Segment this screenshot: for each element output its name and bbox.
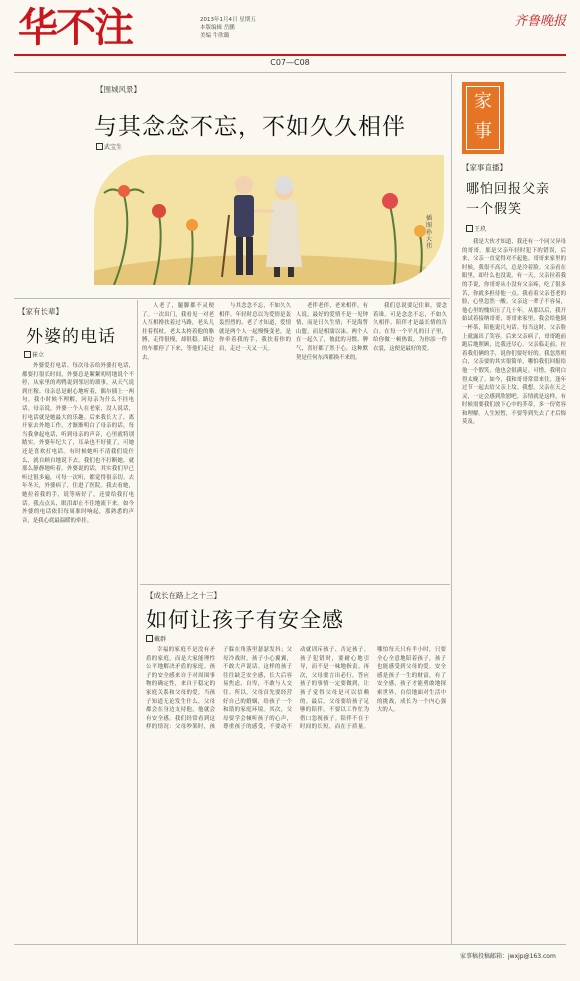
article-title: 外婆的电话 <box>26 327 116 347</box>
column-divider <box>137 300 138 944</box>
article-body-column <box>219 302 291 582</box>
divider <box>140 584 450 585</box>
article-byline <box>146 634 166 643</box>
article-byline <box>24 350 44 359</box>
body-text: 人老了，腿脚都不灵便了。一次出门，我看见一对老人互相搀扶着过马路，老头儿拄着拐杖，老太太挎着他的胳膊，走得很慢，却很稳。路边的车都停了下来，等他们走过去。 <box>142 303 214 361</box>
title-line: 一个假笑 <box>466 202 523 217</box>
newspaper-logo: 华不注 <box>18 5 132 51</box>
article-body-column <box>142 302 214 582</box>
article-body <box>146 646 446 940</box>
section-tag: 【 围城风景 】 <box>96 84 141 95</box>
masthead-rule <box>14 54 566 56</box>
section-tag: 【 家有长辈 】 <box>18 306 63 317</box>
issue-editor: 本版编辑 岳鹏 <box>200 25 235 31</box>
article-body-column <box>373 302 447 582</box>
issue-meta <box>200 16 256 40</box>
article-title: 如何让孩子有安全感 <box>146 608 344 632</box>
masthead <box>0 0 580 60</box>
page-range: C07—C08 <box>270 58 310 67</box>
divider <box>14 298 450 299</box>
issue-date: 2013年1月4日 星期五 <box>200 17 256 23</box>
column-divider <box>451 74 452 944</box>
article-byline <box>466 224 486 233</box>
article-body-column <box>296 302 368 582</box>
author-name: 崔立 <box>32 352 45 359</box>
author-name: 戴群 <box>154 636 167 643</box>
article-title <box>466 180 550 220</box>
section-tag: 【 家事直播 】 <box>462 162 507 173</box>
illustration-credit: 插图 孙大伟 <box>426 215 433 250</box>
jiashi-badge <box>462 82 504 154</box>
article-title: 与其念念不忘，不如久久相伴 <box>94 114 406 140</box>
article-byline <box>96 142 122 151</box>
footer-label: 家事稿投稿邮箱： <box>460 953 509 960</box>
issue-designer: 美编 牛欣璐 <box>200 33 230 39</box>
body-text: 我是大伙才知道，我还有一个同父异母的哥哥。那是父亲年轻时犯下的错误，后来，父亲一直觉得对不起他。哥哥来家里的时候，我很不高兴，总是冷着脸。父亲看在眼里，却什么也没说。有一天，父亲拉着我的手说，你哥哥从小没有父亲疼，吃了很多苦，你就多担待他一点。我看着父亲苍老的脸，心里忽然一酸。父亲这一辈子不容易，他心里的愧疚压了几十年。从那以后，我开始试着接纳哥哥，哥哥来家里，我会给他倒一杯茶，陪他说几句话。每当这时，父亲脸上就露出了笑容。后来父亲病了，哥哥跑前跑后地照顾，比我还尽心。父亲临走前，拉着我们俩的手，说你们要好好的。我忽然明白，父亲要的其实很简单，哪怕我们回报给他一个假笑，他也会很满足。可惜，我明白得太晚了。如今，我和哥哥常常来往，逢年过节一起去给父亲上坟。我想，父亲在天之灵，一定会感到欣慰吧。亲情就是这样，有时候需要我们放下心中的芥蒂，多一份宽容和理解。人生短暂，不要等到失去了才后悔莫及。 <box>462 239 566 426</box>
section-tag: 【 成长在路上之十三 】 <box>146 590 221 601</box>
body-text: 与其念念不忘，不如久久相伴。年轻时总以为爱情是轰轰烈烈的，老了才知道，爱情就是两个人一起慢慢变老，是你牵着我的手，我扶着你的肩，走过一天又一天。 <box>219 303 291 352</box>
author-name: 武宝生 <box>104 144 123 151</box>
article-body <box>22 362 134 940</box>
body-text: 老伴老伴，老来相伴。有人说，最好的爱情不是一见钟情，而是日久生情；不是海誓山盟，而是相濡以沫。两个人在一起久了，彼此的习惯、脾气、喜好都了然于心，这种默契是任何东西都换不来的。 <box>296 303 368 361</box>
author-name: 王玖 <box>474 226 487 233</box>
badge-text: 家事 <box>466 86 500 150</box>
divider <box>14 944 566 945</box>
illustration-svg <box>94 155 444 285</box>
divider <box>14 72 566 73</box>
body-text: 我们总说要记住谁，要念着谁。可是念念不忘，不如久久相伴。陪伴才是最长情的告白。在每一个平凡的日子里，给你做一顿热饭，为你添一件衣裳，这便是最好的爱。 <box>373 303 447 352</box>
footer-contact <box>460 951 556 960</box>
brand-name: 齐鲁晚报 <box>513 14 566 29</box>
body-text: 外婆爱打电话。每次母亲给外婆打电话，都要打很长时间，外婆总是絮絮叨叨地说个不停，从家里的鸡鸭说到邻居的琐事，从天气说到庄稼。母亲总是耐心地听着，偶尔插上一两句。我小时候不理解，问母亲为什么不挂电话。母亲说，外婆一个人在老家，没人说话，打电话就是她最大的乐趣。后来我长大了，离开家去外地工作，才渐渐明白了母亲的话。每当我拿起电话，听到母亲的声音，心里就特别踏实。外婆年纪大了，耳朵也不好使了，可她还是喜欢打电话。有时候她听不清我们说什么，就自顾自地说下去。我们也不打断她，就那么静静地听着。外婆说的话，其实我们早已听过很多遍，可每一次听，都觉得很亲切。去年冬天，外婆病了，住进了医院。我去看她，她拉着我的手，说等病好了，还要给我打电话。我点点头，眼泪却止不住地流下来。如今外婆的电话依旧每周准时响起，那熟悉的声音，是我心底最温暖的牵挂。 <box>22 363 134 524</box>
article-body <box>462 238 566 938</box>
body-text: 幸福的家庭不是没有矛盾的家庭，而是大家能理性公平地解决矛盾的家庭。孩子的安全感来自于对周围事物的确定性，来自于稳定的家庭关系和父母的爱。当孩子知道无论发生什么，父母都会在身边支持他，他就会有安全感。我们经常看到这样的情况：父母吵架时，孩子躲在角落里瑟瑟发抖；父母冷战时，孩子小心翼翼，不敢大声说话。这样的孩子往往缺乏安全感，长大后容易焦虑、自卑，不敢与人交往。所以，父母首先要经营好自己的婚姻，给孩子一个和谐的家庭环境。其次，父母要学会倾听孩子的心声，尊重孩子的感受，不要动不动就训斥孩子、否定孩子。孩子犯错时，要耐心地引导，而不是一味地指责。再次，父母要言出必行，答应孩子的事情一定要做到，让孩子觉得父母是可以信赖的。最后，父母要给孩子足够的陪伴，不要以工作忙为借口忽视孩子。陪伴不在于时间的长短，而在于质量。哪怕每天只有半小时，只要全心全意地陪着孩子，孩子也能感受到父母的爱。安全感是孩子一生的财富，有了安全感，孩子才能勇敢地探索世界，自信地面对生活中的挑战，成长为一个内心强大的人。 <box>146 647 446 731</box>
illustration-elderly-couple <box>94 155 444 285</box>
footer-email[interactable]: jwxjp@163.com <box>508 953 556 960</box>
title-line: 哪怕回报父亲 <box>466 182 551 197</box>
